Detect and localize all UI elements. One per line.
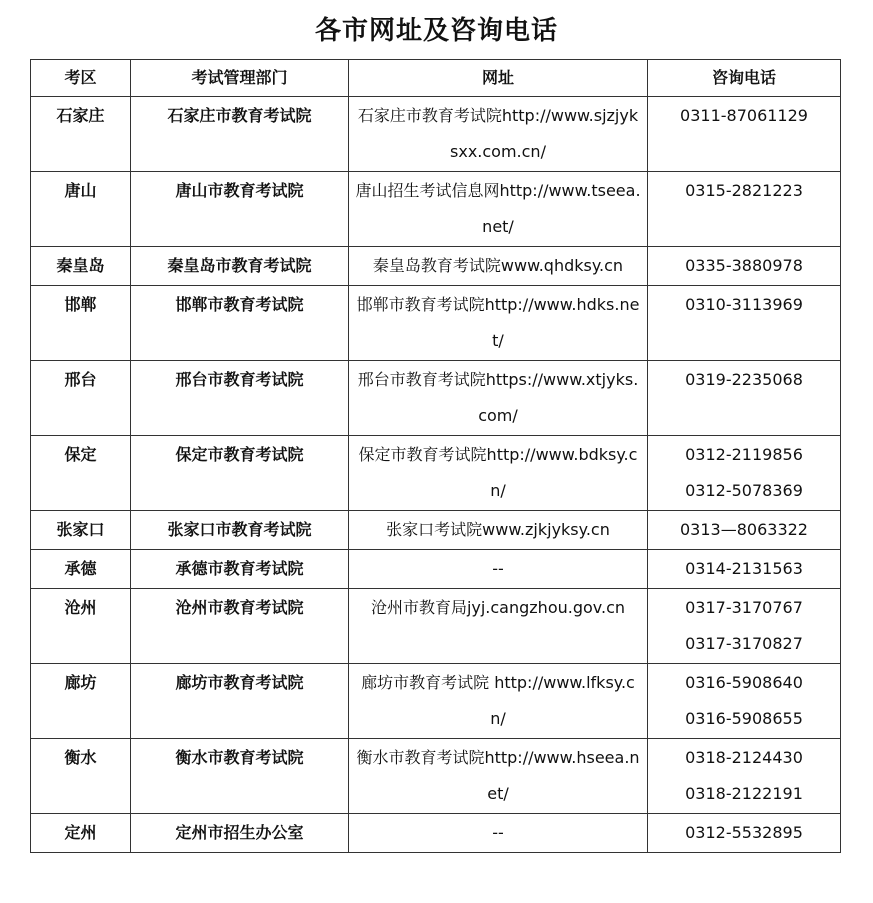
table-row (31, 814, 841, 853)
header-website: 网址 (349, 60, 648, 97)
table-row (31, 739, 841, 814)
header-department: 考试管理部门 (131, 60, 349, 97)
cell-website: 石家庄市教育考试院http://www.sjzjyksxx.com.cn/ (349, 97, 648, 172)
cell-department: 衡水市教育考试院 (131, 739, 349, 814)
cell-region: 张家口 (31, 511, 131, 550)
phone-number: 0317-3170827 (685, 634, 803, 653)
phone-number: 0311-87061129 (680, 106, 808, 125)
cell-region: 唐山 (31, 172, 131, 247)
table-row (31, 589, 841, 664)
cell-region: 秦皇岛 (31, 247, 131, 286)
phone-number: 0319-2235068 (685, 370, 803, 389)
phone-number: 0316-5908640 (685, 673, 803, 692)
cell-website: 张家口考试院www.zjkjyksy.cn (349, 511, 648, 550)
cell-region: 定州 (31, 814, 131, 853)
table-body (31, 97, 841, 853)
phone-number: 0310-3113969 (685, 295, 803, 314)
cell-region: 承德 (31, 550, 131, 589)
contact-table (30, 59, 841, 853)
header-region: 考区 (31, 60, 131, 97)
cell-website: 沧州市教育局jyj.cangzhou.gov.cn (349, 589, 648, 664)
cell-department: 秦皇岛市教育考试院 (131, 247, 349, 286)
cell-website: -- (349, 814, 648, 853)
cell-website: 衡水市教育考试院http://www.hseea.net/ (349, 739, 648, 814)
cell-department: 邢台市教育考试院 (131, 361, 349, 436)
phone-number: 0315-2821223 (685, 181, 803, 200)
cell-phone (648, 664, 841, 739)
table-row (31, 97, 841, 172)
cell-phone (648, 589, 841, 664)
cell-website: 唐山招生考试信息网http://www.tseea.net/ (349, 172, 648, 247)
cell-website: 秦皇岛教育考试院www.qhdksy.cn (349, 247, 648, 286)
phone-number: 0312-2119856 (685, 445, 803, 464)
cell-phone (648, 97, 841, 172)
cell-phone (648, 172, 841, 247)
phone-number: 0316-5908655 (685, 709, 803, 728)
cell-phone (648, 286, 841, 361)
cell-department: 石家庄市教育考试院 (131, 97, 349, 172)
table-row (31, 664, 841, 739)
phone-number: 0317-3170767 (685, 598, 803, 617)
cell-website: 廊坊市教育考试院 http://www.lfksy.cn/ (349, 664, 648, 739)
cell-website: 保定市教育考试院http://www.bdksy.cn/ (349, 436, 648, 511)
cell-department: 廊坊市教育考试院 (131, 664, 349, 739)
table-row (31, 361, 841, 436)
cell-department: 承德市教育考试院 (131, 550, 349, 589)
cell-region: 衡水 (31, 739, 131, 814)
cell-region: 廊坊 (31, 664, 131, 739)
cell-website: 邢台市教育考试院https://www.xtjyks.com/ (349, 361, 648, 436)
cell-region: 邯郸 (31, 286, 131, 361)
cell-phone (648, 436, 841, 511)
table-header-row (31, 60, 841, 97)
header-phone: 咨询电话 (648, 60, 841, 97)
cell-phone (648, 511, 841, 550)
cell-website: -- (349, 550, 648, 589)
cell-region: 邢台 (31, 361, 131, 436)
phone-number: 0313—8063322 (680, 520, 808, 539)
cell-phone (648, 361, 841, 436)
phone-number: 0312-5532895 (685, 823, 803, 842)
cell-department: 保定市教育考试院 (131, 436, 349, 511)
phone-number: 0335-3880978 (685, 256, 803, 275)
cell-website: 邯郸市教育考试院http://www.hdks.net/ (349, 286, 648, 361)
table-row (31, 550, 841, 589)
table-row (31, 436, 841, 511)
page-title: 各市网址及咨询电话 (314, 16, 558, 46)
cell-region: 沧州 (31, 589, 131, 664)
phone-number: 0314-2131563 (685, 559, 803, 578)
table-row (31, 286, 841, 361)
cell-region: 保定 (31, 436, 131, 511)
phone-number: 0318-2122191 (685, 784, 803, 803)
cell-phone (648, 739, 841, 814)
phone-number: 0318-2124430 (685, 748, 803, 767)
cell-region: 石家庄 (31, 97, 131, 172)
table-row (31, 172, 841, 247)
cell-phone (648, 247, 841, 286)
cell-department: 邯郸市教育考试院 (131, 286, 349, 361)
table-row (31, 247, 841, 286)
cell-department: 定州市招生办公室 (131, 814, 349, 853)
cell-phone (648, 550, 841, 589)
cell-department: 张家口市教育考试院 (131, 511, 349, 550)
cell-department: 唐山市教育考试院 (131, 172, 349, 247)
cell-department: 沧州市教育考试院 (131, 589, 349, 664)
cell-phone (648, 814, 841, 853)
phone-number: 0312-5078369 (685, 481, 803, 500)
table-row (31, 511, 841, 550)
